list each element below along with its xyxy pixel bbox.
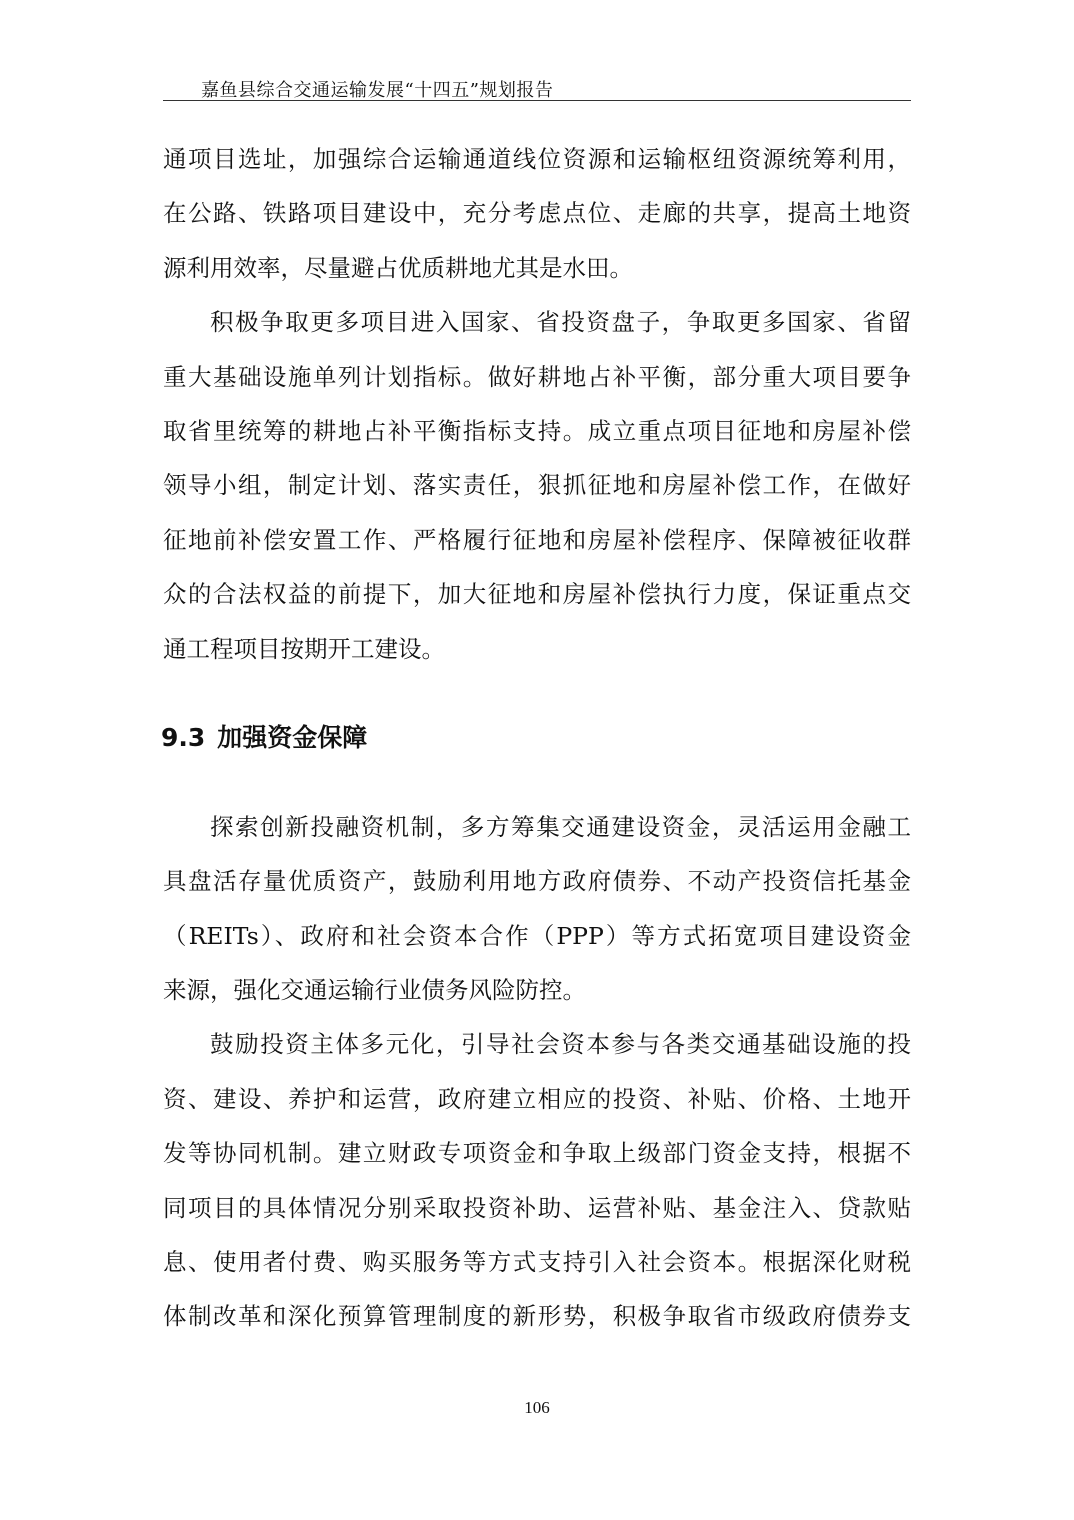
text-line: 在公路、铁路项目建设中，充分考虑点位、走廊的共享，提高土地资 bbox=[163, 199, 911, 228]
text-line: 通工程项目按期开工建设。 bbox=[163, 634, 445, 663]
text-line: 发等协同机制。建立财政专项资金和争取上级部门资金支持，根据不 bbox=[163, 1139, 911, 1168]
text-line: 来源，强化交通运输行业债务风险防控。 bbox=[163, 976, 586, 1005]
text-line: 探索创新投融资机制，多方筹集交通建设资金，灵活运用金融工 bbox=[210, 812, 911, 841]
header-title: 嘉鱼县综合交通运输发展“十四五”规划报告 bbox=[201, 80, 554, 101]
paragraph-financing bbox=[163, 800, 911, 1018]
text-line: 积极争取更多项目进入国家、省投资盘子，争取更多国家、省留 bbox=[210, 308, 911, 337]
text-line: 具盘活存量优质资产，鼓励利用地方政府债券、不动产投资信托基金 bbox=[163, 867, 911, 896]
text-line: 众的合法权益的前提下，加大征地和房屋补偿执行力度，保证重点交 bbox=[163, 580, 911, 609]
text-line: 取省里统筹的耕地占补平衡指标支持。成立重点项目征地和房屋补偿 bbox=[163, 416, 911, 445]
text-line: 资、建设、养护和运营，政府建立相应的投资、补贴、价格、土地开 bbox=[163, 1084, 911, 1113]
section-number: 9.3 bbox=[161, 722, 206, 752]
paragraph-continuation bbox=[163, 132, 911, 295]
document-body bbox=[163, 132, 911, 1344]
page-header bbox=[163, 70, 911, 101]
text-line: 息、使用者付费、购买服务等方式支持引入社会资本。根据深化财税 bbox=[163, 1248, 911, 1277]
paragraph-investment bbox=[163, 1017, 911, 1343]
section-heading bbox=[161, 718, 911, 758]
text-line: 鼓励投资主体多元化，引导社会资本参与各类交通基础设施的投 bbox=[210, 1030, 911, 1059]
text-line: （REITs）、政府和社会资本合作（PPP）等方式拓宽项目建设资金 bbox=[163, 921, 911, 950]
page-number: 106 bbox=[524, 1398, 550, 1417]
text-line: 通项目选址，加强综合运输通道线位资源和运输枢纽资源统筹利用， bbox=[163, 145, 911, 173]
paragraph-land-resources bbox=[163, 295, 911, 676]
text-line: 源利用效率，尽量避占优质耕地尤其是水田。 bbox=[163, 253, 633, 282]
text-line: 重大基础设施单列计划指标。做好耕地占补平衡，部分重大项目要争 bbox=[163, 362, 911, 391]
section-title: 加强资金保障 bbox=[217, 722, 368, 752]
text-line: 领导小组，制定计划、落实责任，狠抓征地和房屋补偿工作，在做好 bbox=[163, 471, 911, 500]
text-line: 征地前补偿安置工作、严格履行征地和房屋补偿程序、保障被征收群 bbox=[163, 525, 911, 554]
text-line: 体制改革和深化预算管理制度的新形势，积极争取省市级政府债券支 bbox=[163, 1302, 911, 1331]
text-line: 同项目的具体情况分别采取投资补助、运营补贴、基金注入、贷款贴 bbox=[163, 1193, 911, 1222]
